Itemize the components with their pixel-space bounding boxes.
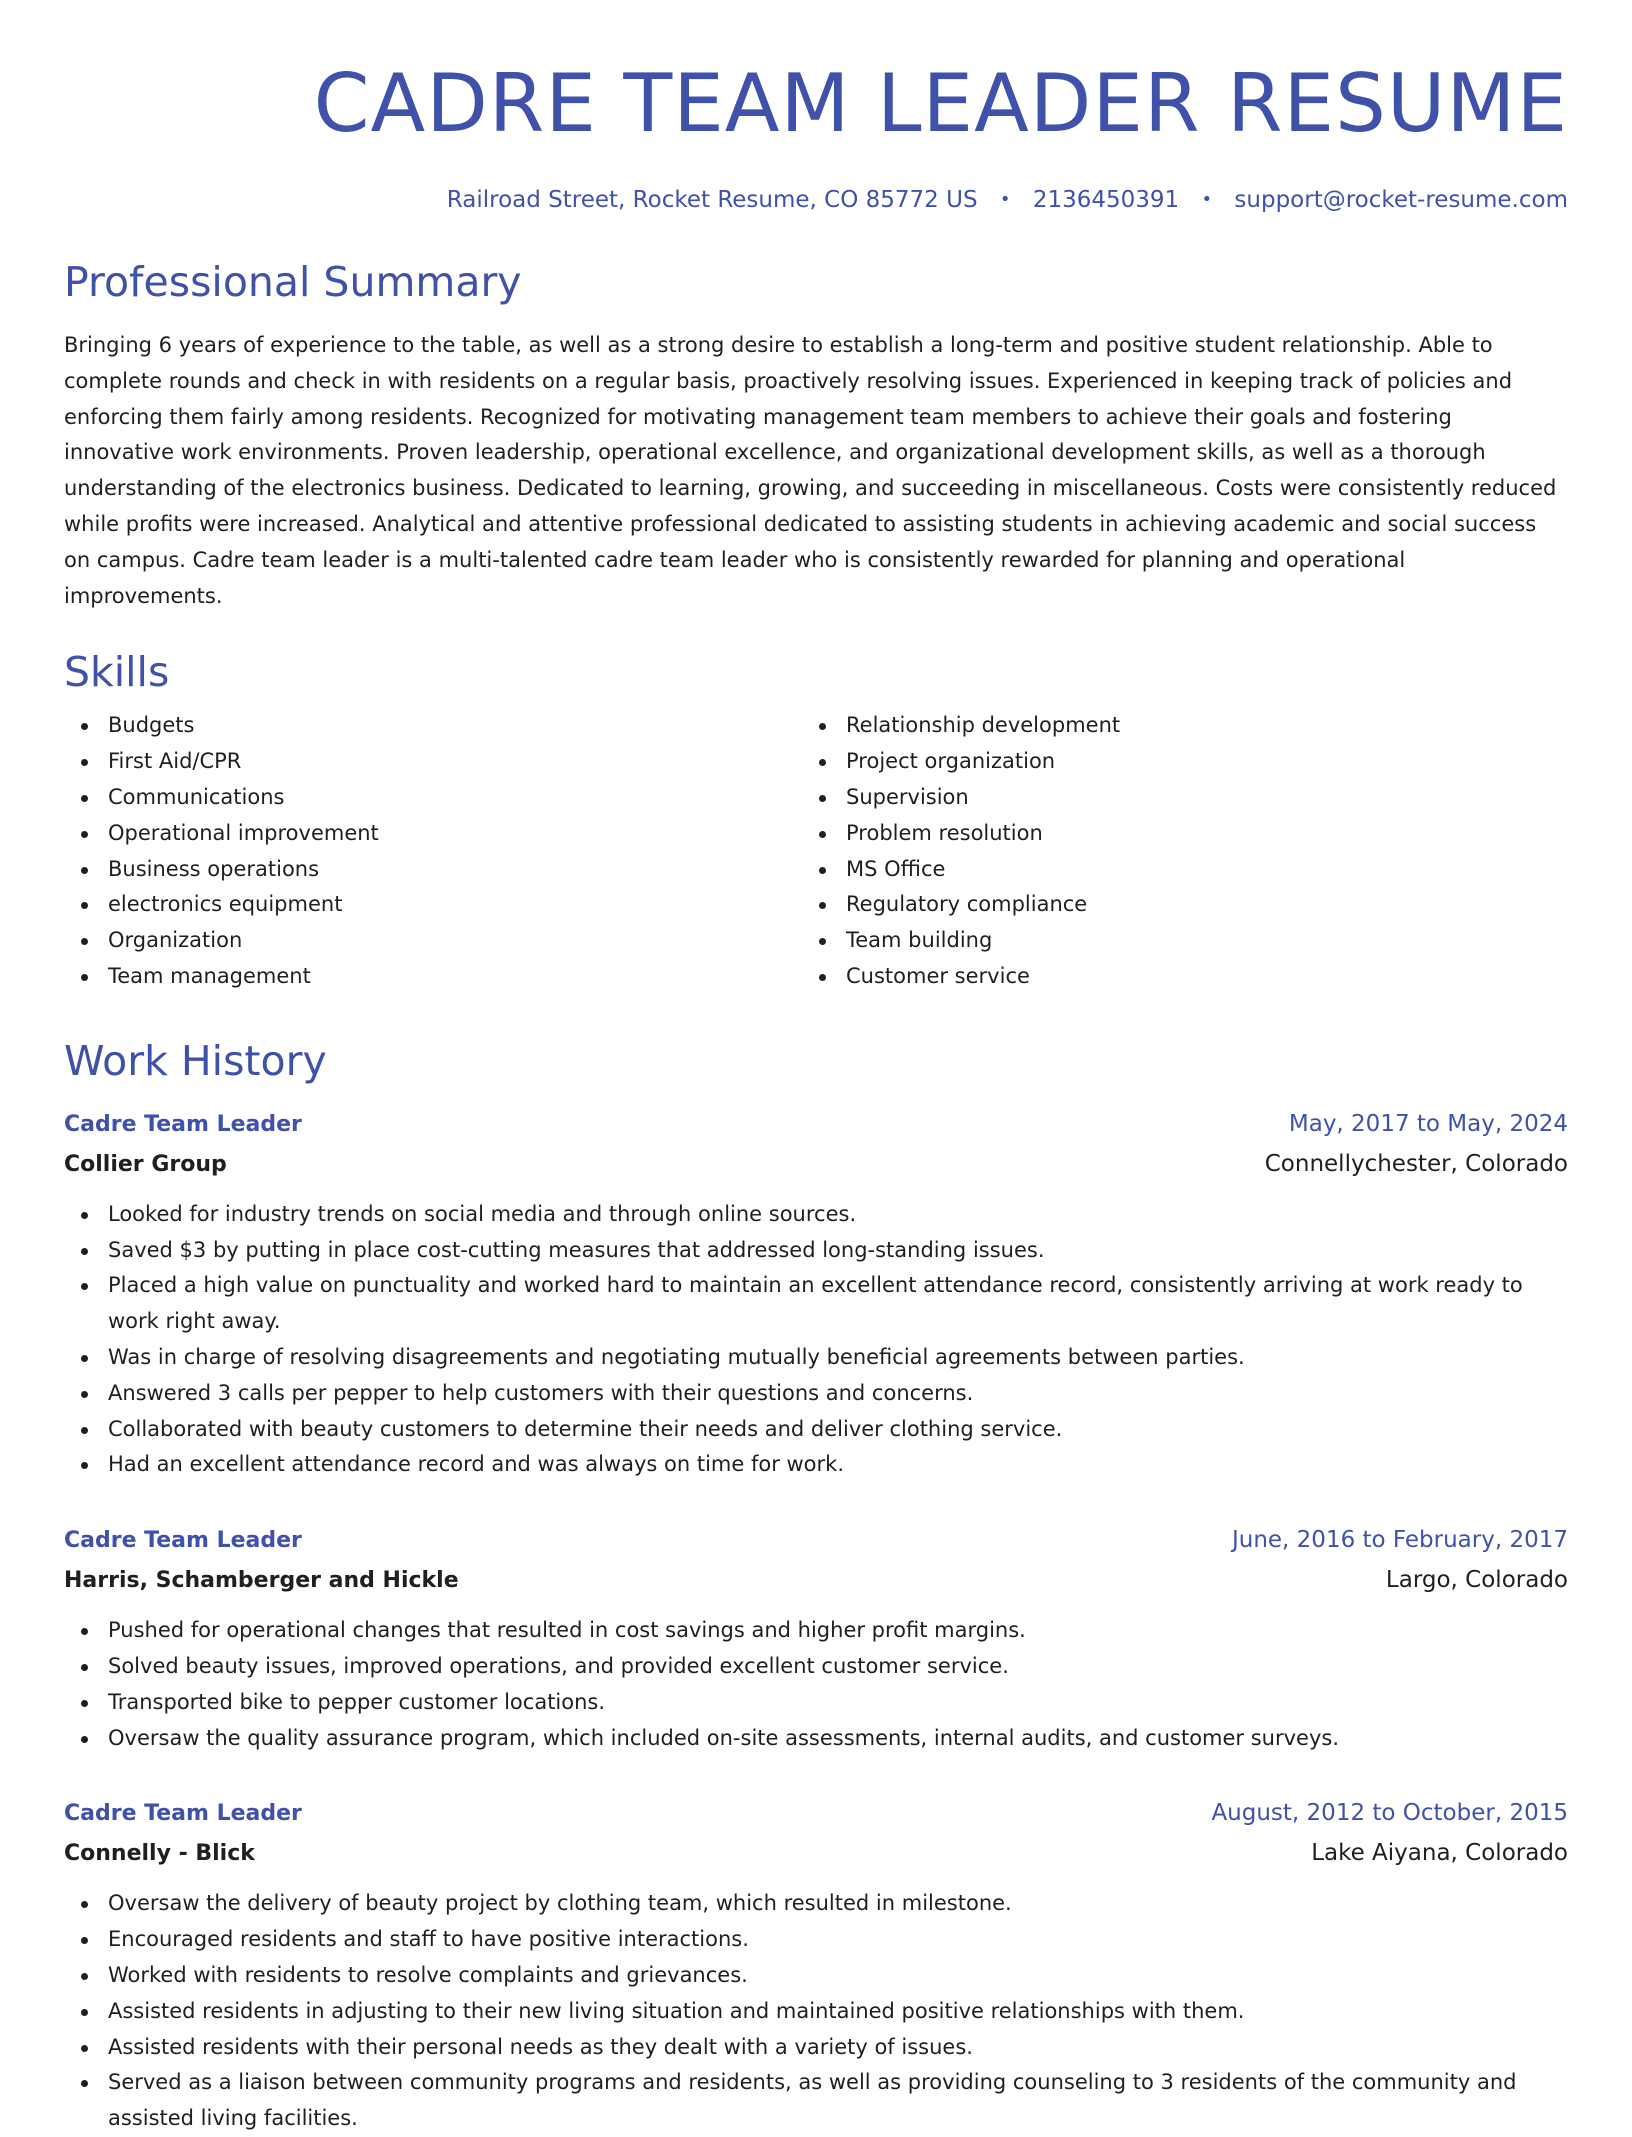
job-title: Cadre Team Leader [64, 1801, 302, 1827]
contact-separator: • [1201, 189, 1213, 210]
skill-item: electronics equipment [64, 887, 802, 923]
skills-grid [64, 708, 1568, 994]
job-bullet: Looked for industry trends on social media and through online sources. [64, 1197, 1528, 1233]
skill-item: MS Office [802, 852, 1540, 888]
job-bullet: Worked with residents to resolve complaints and grievances. [64, 1958, 1528, 1994]
job-company-row [64, 1833, 1568, 1874]
job-bullet: Assisted residents in adjusting to their new living situation and maintained positive relationships with them. [64, 1994, 1528, 2030]
job-bullet: Encouraged residents and staff to have positive interactions. [64, 1922, 1528, 1958]
skill-item: Organization [64, 923, 802, 959]
job-dates: May, 2017 to May, 2024 [1288, 1110, 1568, 1137]
summary-heading: Professional Summary [64, 258, 522, 306]
contact-line [64, 184, 1568, 216]
job-bullet: Answered 3 calls per pepper to help customers with their questions and concerns. [64, 1376, 1528, 1412]
skill-item: Project organization [802, 744, 1540, 780]
skill-item: Operational improvement [64, 816, 802, 852]
job-location: Connellychester, Colorado [1264, 1150, 1568, 1177]
contact-separator: • [999, 189, 1011, 210]
job-dates: August, 2012 to October, 2015 [1211, 1800, 1568, 1827]
job-bullet-list [64, 1613, 1568, 1756]
skill-item: Team management [64, 959, 802, 995]
job-location: Lake Aiyana, Colorado [1311, 1840, 1568, 1867]
job-entry [64, 1794, 1568, 2137]
contact-address: Railroad Street, Rocket Resume, CO 85772 US [446, 187, 978, 213]
job-company: Harris, Schamberger and Hickle [64, 1568, 459, 1594]
job-title-row [64, 1105, 1568, 1144]
skill-item: Business operations [64, 852, 802, 888]
job-bullet: Had an excellent attendance record and was always on time for work. [64, 1447, 1528, 1483]
skill-item: Supervision [802, 780, 1540, 816]
skill-item: First Aid/CPR [64, 744, 802, 780]
job-company: Connelly - Blick [64, 1841, 255, 1867]
job-bullet: Solved beauty issues, improved operations, and provided excellent customer service. [64, 1649, 1528, 1685]
contact-phone: 2136450391 [1032, 187, 1180, 213]
job-bullet: Oversaw the delivery of beauty project by clothing team, which resulted in milestone. [64, 1886, 1528, 1922]
job-bullet: Assisted residents with their personal needs as they dealt with a variety of issues. [64, 2030, 1528, 2066]
skill-item: Customer service [802, 959, 1540, 995]
job-dates: June, 2016 to February, 2017 [1231, 1527, 1568, 1554]
skill-item: Problem resolution [802, 816, 1540, 852]
job-bullet: Was in charge of resolving disagreements and negotiating mutually beneficial agreements between parties. [64, 1340, 1528, 1376]
skills-list-left [64, 708, 802, 994]
job-bullet-list [64, 1886, 1568, 2137]
skills-list-right [802, 708, 1540, 994]
job-bullet: Pushed for operational changes that resulted in cost savings and higher profit margins. [64, 1613, 1528, 1649]
job-title-row [64, 1794, 1568, 1833]
job-bullet-list [64, 1197, 1568, 1483]
job-bullet: Transported bike to pepper customer locations. [64, 1685, 1528, 1721]
job-entry [64, 1105, 1568, 1483]
job-bullet: Saved $3 by putting in place cost-cutting measures that addressed long-standing issues. [64, 1233, 1528, 1269]
skill-item: Regulatory compliance [802, 887, 1540, 923]
job-bullet: Placed a high value on punctuality and worked hard to maintain an excellent attendance record, consistently arriving at work ready to work right away. [64, 1268, 1528, 1340]
work-history-heading: Work History [64, 1036, 327, 1085]
job-title: Cadre Team Leader [64, 1111, 302, 1137]
skill-item: Team building [802, 923, 1540, 959]
skill-item: Relationship development [802, 708, 1540, 744]
skills-heading: Skills [64, 648, 170, 697]
job-bullet: Oversaw the quality assurance program, which included on-site assessments, internal audits, and customer surveys. [64, 1721, 1528, 1757]
job-title-row [64, 1521, 1568, 1560]
resume-title: CADRE TEAM LEADER RESUME [313, 57, 1568, 150]
job-entry [64, 1521, 1568, 1756]
job-bullet: Served as a liaison between community programs and residents, as well as providing counseling to 3 residents of the community and assisted living facilities. [64, 2065, 1528, 2137]
job-company-row [64, 1144, 1568, 1185]
job-company-row [64, 1560, 1568, 1601]
job-title: Cadre Team Leader [64, 1528, 302, 1554]
skill-item: Budgets [64, 708, 802, 744]
contact-email: support@rocket-resume.com [1234, 187, 1568, 213]
skill-item: Communications [64, 780, 802, 816]
job-bullet: Collaborated with beauty customers to determine their needs and deliver clothing service. [64, 1412, 1528, 1448]
summary-text: Bringing 6 years of experience to the table, as well as a strong desire to establish a long-term and positive student relationship. Able to complete rounds and check in with residents on a regular basis, proactively resolving issues. Experienced in keeping track of policies and enforcing them fairly among residents. Recognized for motivating management team members to achieve their goals and fostering innovative work environments. Proven leadership, operational excellence, and organizational development skills, as well as a thorough understanding of the electronics business. Dedicated to learning, growing, and succeeding in miscellaneous. Costs were consistently reduced while profits were increased. Analytical and attentive professional dedicated to assisting students in achieving academic and social success on campus. Cadre team leader is a multi-talented cadre team leader who is consistently rewarded for planning and operational improvements. [64, 333, 1557, 608]
job-company: Collier Group [64, 1151, 227, 1177]
job-location: Largo, Colorado [1385, 1567, 1568, 1594]
